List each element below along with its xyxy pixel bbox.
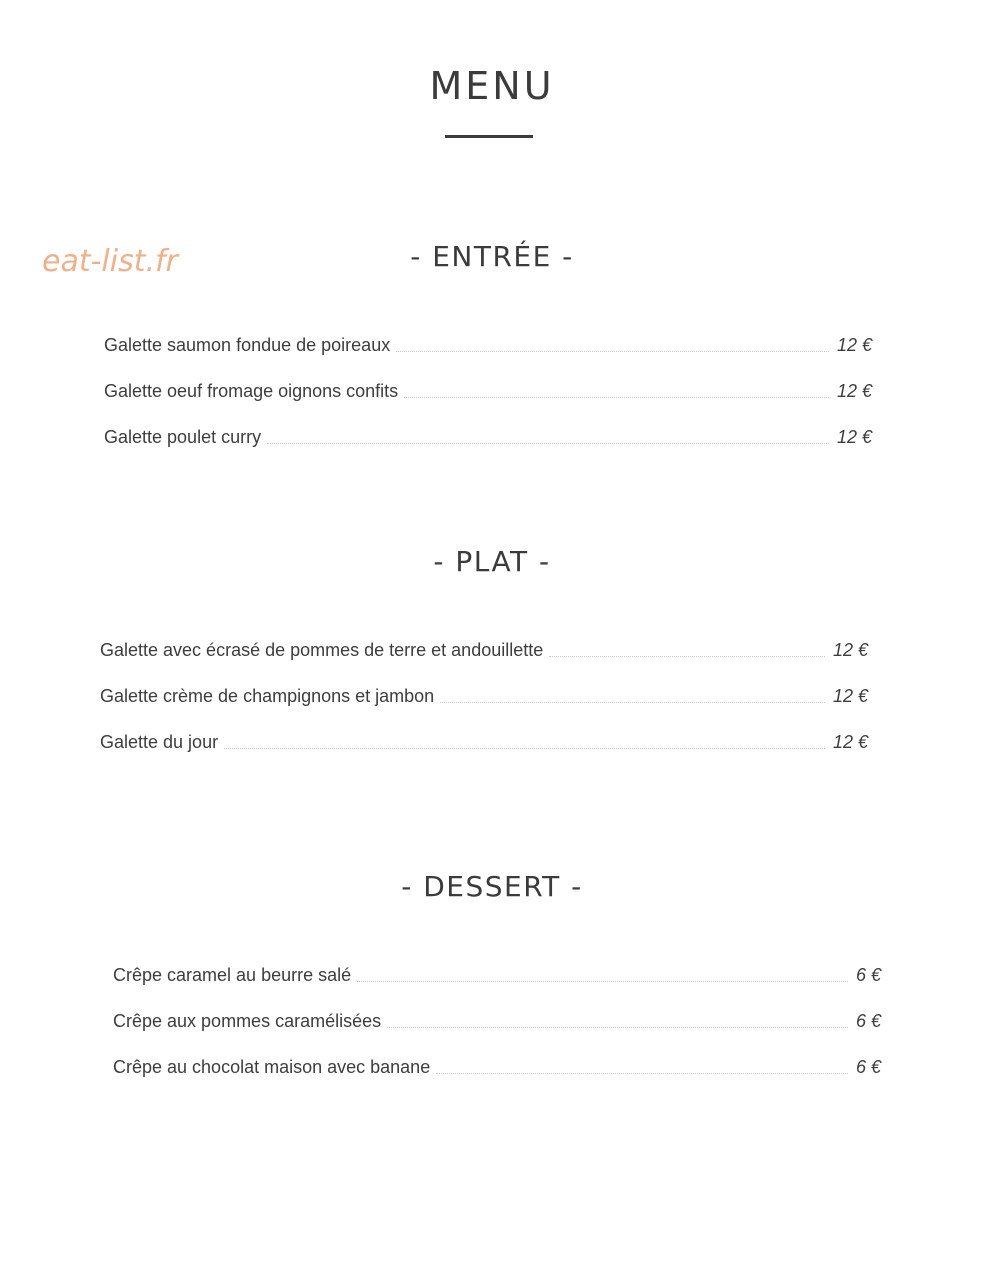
dot-leader: [404, 396, 829, 398]
page-title: MENU: [429, 64, 555, 108]
menu-item: [100, 615, 868, 661]
menu-item: [113, 986, 881, 1032]
item-name: Galette du jour: [100, 732, 219, 752]
title-underline: [445, 135, 533, 138]
item-price: 6 €: [855, 965, 881, 985]
item-name: Crêpe au chocolat maison avec banane: [113, 1057, 431, 1077]
item-price: 6 €: [855, 1057, 881, 1077]
section-list-plat: [100, 615, 868, 753]
dot-leader: [224, 747, 825, 749]
item-name: Crêpe aux pommes caramélisées: [113, 1011, 382, 1031]
dot-leader: [357, 980, 848, 982]
watermark: eat-list.fr: [42, 244, 178, 279]
menu-item: [104, 356, 872, 402]
menu-item: [113, 1032, 881, 1078]
section-list-dessert: [113, 940, 881, 1078]
item-name: Galette avec écrasé de pommes de terre et andouillette: [100, 640, 544, 660]
item-price: 12 €: [832, 640, 868, 660]
item-name: Galette saumon fondue de poireaux: [104, 335, 391, 355]
menu-item: [113, 940, 881, 986]
dot-leader: [387, 1026, 848, 1028]
dot-leader: [440, 701, 825, 703]
item-price: 12 €: [832, 732, 868, 752]
item-name: Crêpe caramel au beurre salé: [113, 965, 352, 985]
item-name: Galette poulet curry: [104, 427, 262, 447]
menu-item: [104, 402, 872, 448]
item-name: Galette crème de champignons et jambon: [100, 686, 435, 706]
item-price: 6 €: [855, 1011, 881, 1031]
menu-item: [104, 310, 872, 356]
menu-item: [100, 661, 868, 707]
section-heading-entree: - ENTRÉE -: [410, 240, 574, 273]
item-price: 12 €: [836, 427, 872, 447]
item-price: 12 €: [832, 686, 868, 706]
item-price: 12 €: [836, 381, 872, 401]
item-price: 12 €: [836, 335, 872, 355]
dot-leader: [549, 655, 825, 657]
section-list-entree: [104, 310, 872, 448]
section-heading-plat: - PLAT -: [433, 545, 551, 578]
dot-leader: [396, 350, 829, 352]
dot-leader: [436, 1072, 848, 1074]
section-heading-dessert: - DESSERT -: [401, 870, 583, 903]
menu-item: [100, 707, 868, 753]
dot-leader: [267, 442, 829, 444]
item-name: Galette oeuf fromage oignons confits: [104, 381, 399, 401]
